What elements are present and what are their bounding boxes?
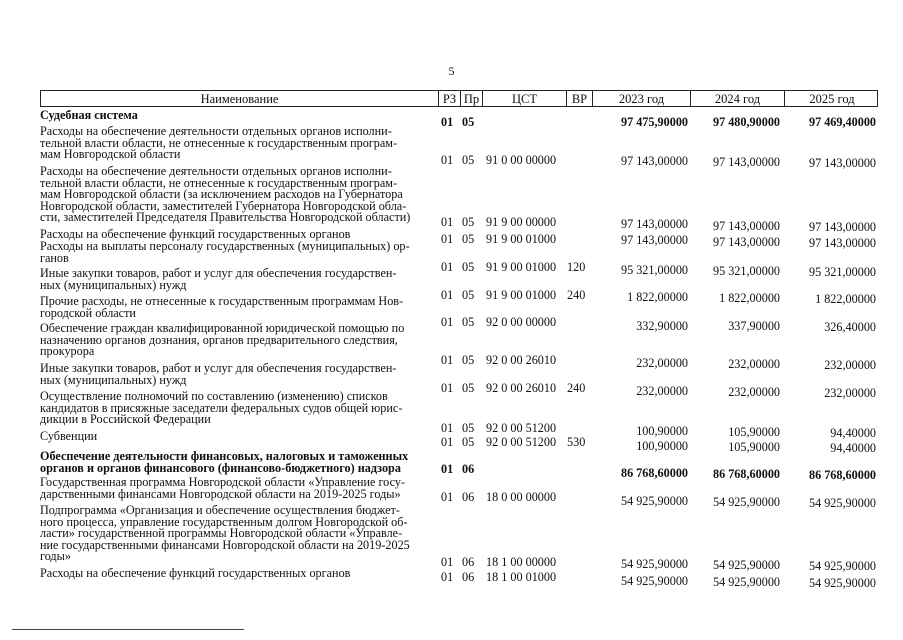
row-name xyxy=(40,568,440,580)
row-2025: 94,40000 xyxy=(830,441,876,455)
row-name xyxy=(40,323,440,358)
row-name-line: Судебная система xyxy=(40,108,138,122)
row-name xyxy=(40,110,440,122)
row-2023: 54 925,90000 xyxy=(620,494,688,508)
row-name-line: мам Новгородской области xyxy=(40,147,181,162)
row-2023: 97 143,00000 xyxy=(620,233,688,247)
row-2023: 100,90000 xyxy=(636,424,688,438)
row-2024: 97 480,90000 xyxy=(712,115,780,129)
row-2025: 97 143,00000 xyxy=(808,156,876,170)
row-rz: 01 xyxy=(441,462,454,476)
row-pr: 06 xyxy=(462,462,475,476)
row-rz: 01 xyxy=(441,353,454,367)
row-name-line: Расходы на обеспечение деятельности отдельных органов исполни- xyxy=(40,124,392,138)
row-pr: 05 xyxy=(462,288,475,302)
row-cst: 18 0 00 00000 xyxy=(486,490,557,504)
row-rz: 01 xyxy=(441,435,454,449)
row-rz: 01 xyxy=(441,115,454,129)
row-2024: 105,90000 xyxy=(728,440,780,454)
row-2025: 54 925,90000 xyxy=(808,559,876,573)
row-2023: 54 925,90000 xyxy=(620,557,688,571)
row-2023: 54 925,90000 xyxy=(620,574,688,588)
row-2024: 95 321,00000 xyxy=(712,264,780,278)
row-rz: 01 xyxy=(441,421,454,435)
row-name-line: Расходы на обеспечение функций государственных органов xyxy=(40,227,351,241)
row-cst: 92 0 00 51200 xyxy=(486,421,557,435)
row-name-line: назначению органов дознания, органов предварительного следствия, xyxy=(40,332,398,347)
row-2025: 94,40000 xyxy=(830,426,876,440)
row-name xyxy=(40,166,440,224)
row-pr: 05 xyxy=(462,381,475,395)
row-2023: 97 143,00000 xyxy=(620,154,688,168)
row-2024: 97 143,00000 xyxy=(712,155,780,169)
row-2025: 326,40000 xyxy=(824,320,876,334)
row-2024: 105,90000 xyxy=(728,425,780,439)
row-name-line: ласти» государственной программы Новгородской области «Управле- xyxy=(40,526,403,541)
row-pr: 05 xyxy=(462,435,475,449)
row-name-line: Субвенции xyxy=(40,429,98,443)
row-2025: 1 822,00000 xyxy=(815,292,876,306)
row-pr: 05 xyxy=(462,215,475,229)
footnote-divider xyxy=(12,629,244,630)
row-2024: 1 822,00000 xyxy=(719,291,780,305)
table-header xyxy=(40,90,878,107)
row-name-line: ганов xyxy=(40,250,69,265)
row-rz: 01 xyxy=(441,381,454,395)
row-name-line: кандидатов в присяжные заседатели федеральных судов общей юрис- xyxy=(40,400,403,415)
row-name xyxy=(40,268,440,291)
row-2023: 86 768,60000 xyxy=(620,466,688,480)
row-name-line: Государственная программа Новгородской области «Управление госу- xyxy=(40,475,405,489)
row-cst: 91 9 00 01000 xyxy=(486,260,557,274)
row-cst: 91 9 00 01000 xyxy=(486,232,557,246)
row-2023: 97 143,00000 xyxy=(620,217,688,231)
row-2024: 232,00000 xyxy=(728,385,780,399)
row-name-line: Новгородской области, заместителей Губернатора Новгородской обла- xyxy=(40,198,407,213)
header-pr: Пр xyxy=(461,91,483,107)
row-cst: 92 0 00 26010 xyxy=(486,381,557,395)
row-name xyxy=(40,241,440,264)
row-vr: 240 xyxy=(567,381,586,395)
row-name-line: Иные закупки товаров, работ и услуг для обеспечения государствен- xyxy=(40,266,397,280)
header-2024: 2024 год xyxy=(691,91,785,107)
row-vr: 240 xyxy=(567,288,586,302)
header-rz: РЗ xyxy=(439,91,461,107)
row-pr: 05 xyxy=(462,421,475,435)
row-2025: 97 143,00000 xyxy=(808,220,876,234)
page-number: 5 xyxy=(448,64,455,78)
row-name-line: дикции в Российской Федерации xyxy=(40,412,211,427)
row-2023: 232,00000 xyxy=(636,356,688,370)
row-name-line: мам Новгородской области (за исключением расходов на Губернатора xyxy=(40,187,403,202)
row-pr: 05 xyxy=(462,260,475,274)
header-vr: ВР xyxy=(567,91,593,107)
row-2025: 54 925,90000 xyxy=(808,496,876,510)
header-2025: 2025 год xyxy=(809,92,855,106)
row-rz: 01 xyxy=(441,570,454,584)
row-rz: 01 xyxy=(441,315,454,329)
row-vr: 530 xyxy=(567,435,586,449)
row-name-line: ного процесса, управление государственным долгом Новгородской об- xyxy=(40,514,408,529)
row-cst: 91 0 00 00000 xyxy=(486,153,557,167)
row-name-line: сти, заместителей Председателя Правительства Новгородской области) xyxy=(40,210,411,225)
row-2023: 232,00000 xyxy=(636,384,688,398)
row-name xyxy=(40,505,440,563)
row-name-line: городской области xyxy=(40,305,136,320)
row-cst: 91 9 00 01000 xyxy=(486,288,557,302)
row-2024: 97 143,00000 xyxy=(712,219,780,233)
row-pr: 06 xyxy=(462,555,475,569)
row-2023: 100,90000 xyxy=(636,439,688,453)
row-2025: 232,00000 xyxy=(824,386,876,400)
row-2025: 232,00000 xyxy=(824,358,876,372)
row-name-line: ных (муниципальных) нужд xyxy=(40,372,187,387)
row-pr: 05 xyxy=(462,115,475,129)
row-cst: 18 1 00 00000 xyxy=(486,555,557,569)
row-2025: 86 768,60000 xyxy=(808,468,876,482)
row-pr: 05 xyxy=(462,153,475,167)
row-2024: 232,00000 xyxy=(728,357,780,371)
row-name xyxy=(40,477,440,500)
row-cst: 92 0 00 00000 xyxy=(486,315,557,329)
row-2024: 54 925,90000 xyxy=(712,495,780,509)
row-name-line: Расходы на выплаты персоналу государственных (муниципальных) ор- xyxy=(40,239,410,253)
row-2024: 86 768,60000 xyxy=(712,467,780,481)
row-2025: 97 143,00000 xyxy=(808,236,876,250)
row-name-line: ние государственными финансами Новгородской области на 2019-2025 xyxy=(40,537,410,552)
row-name-line: прокурора xyxy=(40,344,95,359)
row-name-line: Обеспечение граждан квалифицированной юридической помощью по xyxy=(40,321,405,335)
row-name-line: Расходы на обеспечение деятельности отдельных органов исполни- xyxy=(40,164,392,178)
row-name-line: Осуществление полномочий по составлению (изменению) списков xyxy=(40,389,388,403)
row-2025: 95 321,00000 xyxy=(808,265,876,279)
row-rz: 01 xyxy=(441,490,454,504)
row-name xyxy=(40,451,440,474)
row-pr: 05 xyxy=(462,315,475,329)
row-name-line: годы» xyxy=(40,549,71,564)
row-name-line: ных (муниципальных) нужд xyxy=(40,277,187,292)
row-rz: 01 xyxy=(441,215,454,229)
row-rz: 01 xyxy=(441,288,454,302)
row-pr: 05 xyxy=(462,232,475,246)
header-2023: 2023 год xyxy=(593,91,691,107)
header-name: Наименование xyxy=(41,91,439,107)
row-2023: 1 822,00000 xyxy=(627,290,688,304)
row-rz: 01 xyxy=(441,555,454,569)
row-name-line: Прочие расходы, не отнесенные к государственным программам Нов- xyxy=(40,294,404,308)
row-rz: 01 xyxy=(441,260,454,274)
row-name-line: Подпрограмма «Организация и обеспечение осуществления бюджет- xyxy=(40,503,400,517)
row-name-line: тельной власти области, не отнесенные к государственным програм- xyxy=(40,135,398,150)
row-name-line: органов и органов финансового (финансово-бюджетного) надзора xyxy=(40,460,401,475)
row-name xyxy=(40,431,440,443)
row-pr: 05 xyxy=(462,353,475,367)
header-cst: ЦСТ xyxy=(483,91,567,107)
row-name xyxy=(40,391,440,426)
row-name-line: Обеспечение деятельности финансовых, налоговых и таможенных xyxy=(40,449,409,463)
row-cst: 18 1 00 01000 xyxy=(486,570,557,584)
row-cst: 91 9 00 00000 xyxy=(486,215,557,229)
row-name xyxy=(40,126,440,161)
row-cst: 92 0 00 51200 xyxy=(486,435,557,449)
row-name xyxy=(40,363,440,386)
row-2024: 54 925,90000 xyxy=(712,575,780,589)
row-name-line: тельной власти области, не отнесенные к государственным програм- xyxy=(40,175,398,190)
row-2024: 97 143,00000 xyxy=(712,235,780,249)
row-name-line: Расходы на обеспечение функций государственных органов xyxy=(40,566,351,580)
row-rz: 01 xyxy=(441,232,454,246)
row-cst: 92 0 00 26010 xyxy=(486,353,557,367)
row-vr: 120 xyxy=(567,260,586,274)
row-2023: 97 475,90000 xyxy=(620,115,688,129)
row-2025: 97 469,40000 xyxy=(808,115,876,129)
row-name-line: дарственными финансами Новгородской области на 2019-2025 годы» xyxy=(40,486,401,501)
row-2024: 54 925,90000 xyxy=(712,558,780,572)
row-2023: 95 321,00000 xyxy=(620,263,688,277)
row-name-line: Иные закупки товаров, работ и услуг для обеспечения государствен- xyxy=(40,361,397,375)
row-2023: 332,90000 xyxy=(636,319,688,333)
row-pr: 06 xyxy=(462,570,475,584)
row-2024: 337,90000 xyxy=(728,319,780,333)
row-name xyxy=(40,296,440,319)
row-2025: 54 925,90000 xyxy=(808,576,876,590)
row-rz: 01 xyxy=(441,153,454,167)
row-pr: 06 xyxy=(462,490,475,504)
